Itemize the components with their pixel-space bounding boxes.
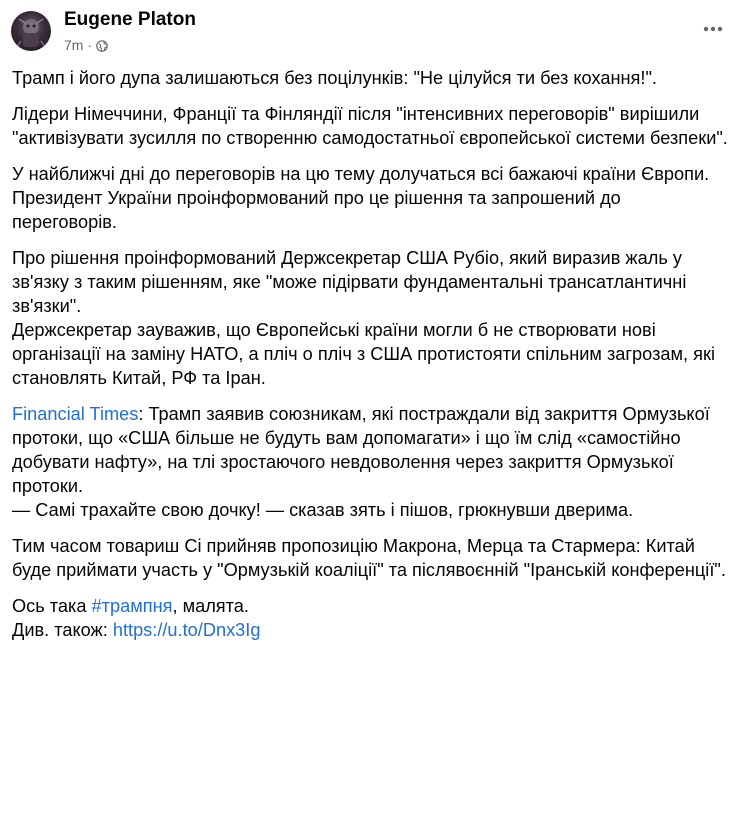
financial-times-link[interactable]: Financial Times <box>12 404 139 424</box>
more-horizontal-icon <box>703 19 723 37</box>
avatar-image <box>11 11 51 51</box>
post-timestamp[interactable]: 7m <box>64 37 84 53</box>
paragraph-5-line-2: — Самі трахайте свою дочку! — сказав зять і пішов, грюкнувши дверима. <box>12 500 634 520</box>
paragraph-1: Трамп і його дупа залишаються без поцілунків: "Не цілуйся ти без кохання!". <box>12 68 657 88</box>
meta-separator: · <box>87 37 93 53</box>
paragraph-5 <box>12 402 728 522</box>
paragraph-7-post: , малята. <box>172 596 249 616</box>
paragraph-4-line-2: Держсекретар зауважив, що Європейські країни могли б не створювати нові організації на заміну НАТО, а пліч о пліч з США протистояти спільним загрозам, які становлять Китай, РФ та Іран. <box>12 320 715 388</box>
author-name[interactable]: Eugene Platon <box>64 9 196 30</box>
paragraph-3-line-2: Президент України проінформований про це рішення та запрошений до переговорів. <box>12 188 621 232</box>
paragraph-7-pre: Ось така <box>12 596 92 616</box>
hashtag-link[interactable]: #трампня <box>91 596 173 616</box>
paragraph-7 <box>12 594 728 642</box>
paragraph-4-line-1: Про рішення проінформований Держсекретар США Рубіо, який виразив жаль у зв'язку з таким рішенням, яке "може підірвати фундаментальні трансатлантичні зв'язки". <box>12 248 687 316</box>
paragraph-2: Лідери Німеччини, Франції та Фінляндії після "інтенсивних переговорів" вирішили "активізувати зусилля по створенню самодостатньої європейської системи безпеки". <box>12 104 728 148</box>
see-also-label: Див. також: <box>12 620 113 640</box>
post-body <box>12 66 728 654</box>
paragraph-4 <box>12 246 728 390</box>
paragraph-7-line-1 <box>12 594 728 618</box>
post-meta <box>64 37 108 53</box>
post-header <box>10 8 727 56</box>
paragraph-6: Тим часом товариш Сі прийняв пропозицію Макрона, Мерца та Стармера: Китай буде приймати участь у "Ормузькій коаліції" та післявоєнній "Іранській конференції". <box>12 536 726 580</box>
paragraph-5-text: : Трамп заявив союзникам, які постраждали від закриття Ормузької протоки, що «США більше не будуть вам допомагати» і що їм слід «самостійно добувати нафту», на тлі зростаючого невдоволення через закриття Ормузької протоки. <box>12 404 710 496</box>
paragraph-3 <box>12 162 728 234</box>
globe-icon[interactable] <box>96 39 108 51</box>
short-url-link[interactable]: https://u.to/Dnx3Ig <box>112 620 261 640</box>
paragraph-5-line-1 <box>12 402 728 498</box>
paragraph-7-line-2 <box>12 618 728 642</box>
more-options-button[interactable] <box>699 14 727 42</box>
paragraph-3-line-1: У найближчі дні до переговорів на цю тему долучаться всі бажаючі країни Європи. <box>12 164 710 184</box>
author-avatar[interactable] <box>11 11 51 51</box>
